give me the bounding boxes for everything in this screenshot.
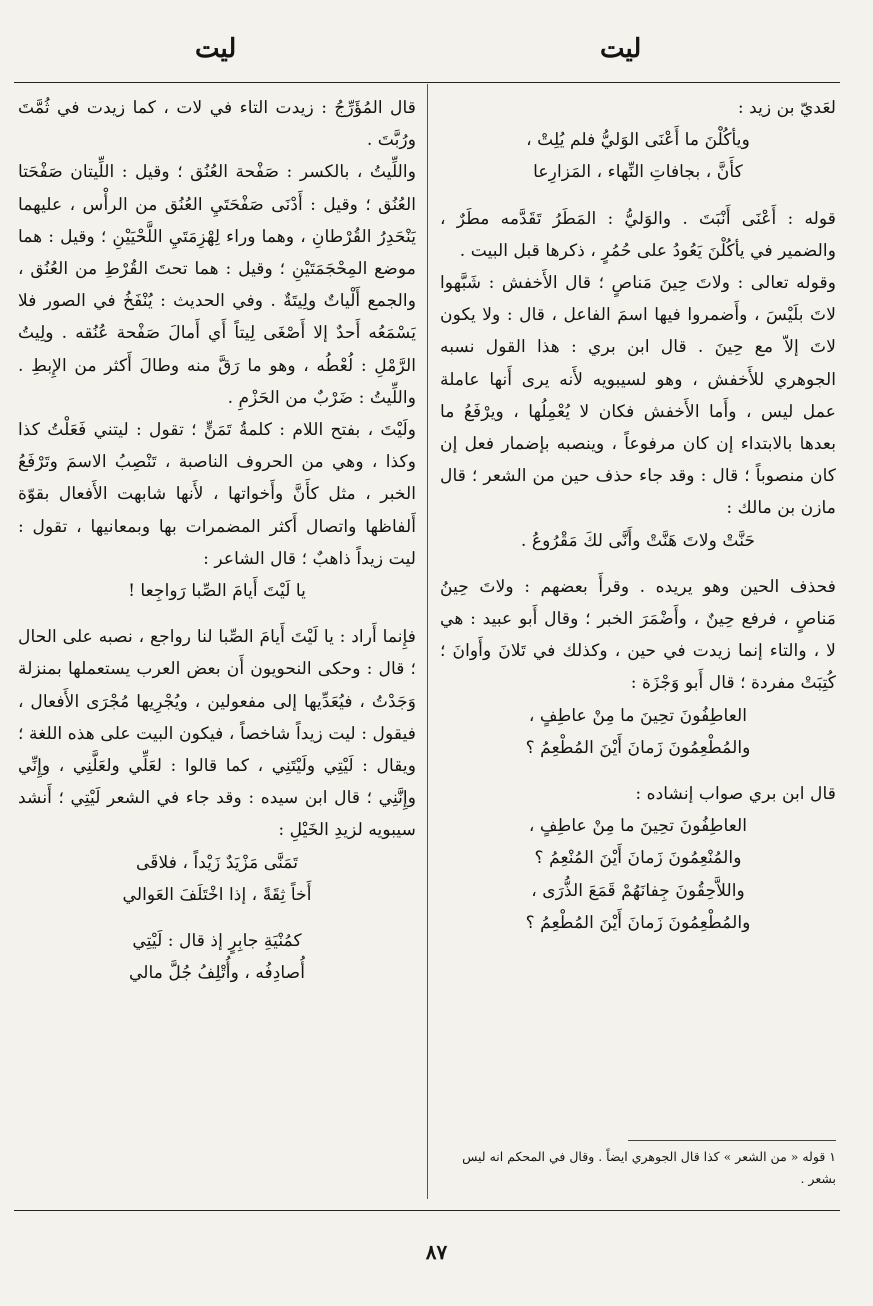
verse-line: والمُطْعِمُونَ زَمانَ أَيْنَ المُطْعِمُ ؟ bbox=[525, 912, 751, 933]
verse-line: تَمَنَّى مَزْيَدٌ زَيْداً ، فلاقَى bbox=[135, 852, 299, 873]
header-title-right: ليت bbox=[600, 34, 642, 64]
footnote: ١ قوله « من الشعر » كذا قال الجوهري ايضاً . وقال في المحكم انه ليس بشعر . bbox=[462, 1149, 836, 1186]
header-rule bbox=[14, 82, 840, 83]
verse-line: والمُطْعِمُونَ زَمانَ أَيْنَ المُطْعِمُ ؟ bbox=[525, 737, 751, 758]
verse-line: كأَنَّ ، بجافاتِ النِّهاء ، المَزارِعا bbox=[533, 162, 743, 183]
header-title-left: ليت bbox=[195, 34, 237, 64]
paragraph: قال ابن بري صواب إنشاده : bbox=[635, 784, 836, 805]
spacer bbox=[440, 557, 836, 571]
verse-line: ويأكُلْنَ ما أَعْنَى الوَليُّ فلم يُلِتْ ، bbox=[526, 130, 750, 151]
verse-line: أَخاً ثِقَةً ، إذا اخْتَلَفَ العَوالي bbox=[122, 884, 312, 905]
paragraph: فإِنما أَراد : يا لَيْتَ أَيامَ الصِّبا لنا رواجع ، نصبه على الحال ؛ قال : وحكى النحويون أَن بعض العرب يستعملها بمنزلة وَجَدْتُ ، فيُعَدِّيها إلى مفعولين ، ويُجْرِيها مُجْرَى الأَفعال ، فيقول : ليت زيداً شاخصاً ، فيكون البيت على هذه اللغة ؛ ويقال : لَيْتِي ولَيْتَنِي ، كما قالوا : لعَلِّي ولعَلَّنِي ، وإِنِّي وإِنَّنِي ؛ قال ابن سيده : وقد جاء في الشعر لَيْتِي ؛ أَنشد سيبويه لزيدِ الخَيْلِ : bbox=[18, 627, 416, 841]
paragraph: وقوله تعالى : ولاتَ حِينَ مَناصٍ ؛ قال الأَخفش : شَبَّهوا لاتَ بلَيْسَ ، وأَضمروا فيها اسمَ الفاعل ، قال : ولا يكون لاتَ إلاّ مع حِينَ . قال ابن بري : هذا القول نسبه الجوهري للأَخفش ، وهو لسيبويه لأَنه يرى أَنها عاملة عمل ليس ، وأَما الأَخفش فكان لا يُعْمِلُها ، ويرْفَعُ ما بعدها بالابتداء إن كان مرفوعاً ، وينصبه بإضمار فعل إن كان منصوباً ؛ قال : وقد جاء حذف حين من الشعر ؛ قال مازن بن مالك : bbox=[440, 273, 836, 519]
left-column bbox=[18, 92, 416, 989]
footer-rule bbox=[14, 1210, 840, 1211]
spacer bbox=[18, 607, 416, 621]
right-column bbox=[440, 92, 836, 939]
paragraph: ولَيْتَ ، بفتح اللام : كلمةُ تَمَنٍّ ؛ تقول : ليتني فَعَلْتُ كذا وكذا ، وهي من الحروف الناصبة ، تَنْصِبُ الاسمَ وتَرْفَعُ الخبر ، مثل كأَنَّ وأَخواتها ، لأَنها شابهت الأَفعال بقوّة أَلفاظها واتصال أَكثر المضمرات بها وبمعانيها ، تقول : ليت زيداً ذاهبٌ ؛ قال الشاعر : bbox=[18, 420, 416, 569]
verse-line: أُصادِفُه ، وأُتْلِفُ جُلَّ مالي bbox=[128, 963, 306, 984]
paragraph: لعَديّ بن زيد : bbox=[737, 98, 836, 118]
running-header bbox=[0, 34, 873, 74]
verse-line: واللاَّحِقُونَ جِفانَهُمْ قَمَعَ الذُّرَى ، bbox=[531, 880, 745, 901]
footnote-rule bbox=[628, 1140, 836, 1141]
spacer bbox=[18, 911, 416, 925]
verse-line: حَنَّتْ ولاتَ هَنَّتْ وأَنَّى لكَ مَقْرُوعُ . bbox=[520, 530, 756, 551]
paragraph: فحذف الحين وهو يريده . وقرأَ بعضهم : ولاتَ حِينُ مَناصٍ ، فرفع حِينٌ ، وأَضْمَرَ الخبر ؛ وقال أَبو عبيد : هي لا ، والتاء إنما زيدت في حين ، وكذلك في تَلانَ وأَوانَ ؛ كُتِبَتْ مفردة ؛ قال أَبو وَجْزَة : bbox=[440, 576, 836, 694]
verse-line: العاطِفُونَ تحِينَ ما مِنْ عاطِفٍ ، bbox=[528, 705, 748, 726]
spacer bbox=[440, 764, 836, 778]
paragraph: واللِّيتُ ، بالكسر : صَفْحة العُنُق ؛ وقيل : اللِّيتان صَفْحَتا العُنُق ؛ وقيل : أَدْنَى صَفْحَتَيِ العُنُق من الرأْس ، عليهما يَنْحَدِرُ القُرْطانِ ، وهما وراء لِهْزِمَتَيِ اللَّحْيَيْنِ ؛ وقيل : هما موضع المِحْجَمَتَيْنِ ؛ وقيل : هما تحتَ القُرْطِ من العُنُق ، والجمع أَلْياتٌ ولِيتَةٌ . وفي الحديث : يُنْفَخُ في الصور فلا يَسْمَعُه أَحدٌ إلا أَصْغَى لِيتاً أَي أَمالَ صَفْحة عُنُقه . ولِيتُ الرَّمْلِ : لُعْطُه ، وهو ما رَقَّ منه وطالَ أَكثر من الإِبطِ . واللِّيتُ : ضَرْبٌ من الحَزْمِ . bbox=[18, 162, 416, 408]
verse-line: العاطِفُونَ تحِينَ ما مِنْ عاطِفٍ ، bbox=[528, 816, 748, 837]
paragraph: قوله : أَعْنَى أَنْبَتَ . والوَليُّ : المَطَرُ تَقَدَّمه مطَرٌ ، والضمير في يأكُلْنَ يَعُودُ على حُمُرٍ ، ذكرها قبل البيت . bbox=[440, 208, 836, 261]
page-number: ٨٧ bbox=[425, 1240, 448, 1264]
column-divider bbox=[427, 84, 428, 1199]
verse-line: والمُنْعِمُونَ زَمانَ أَيْنَ المُنْعِمُ ؟ bbox=[534, 848, 742, 869]
paragraph: قال المُؤَرِّجُ : زيدت التاء في لات ، كما زيدت في ثُمَّتَ ورُبَّتَ . bbox=[18, 98, 416, 151]
verse-line: كمُنْيَةِ جابِرٍ إذ قال : لَيْتِي bbox=[132, 931, 302, 952]
verse-line: يا لَيْتَ أَيامَ الصِّبا رَواجِعا ! bbox=[128, 581, 306, 602]
spacer bbox=[440, 189, 836, 203]
